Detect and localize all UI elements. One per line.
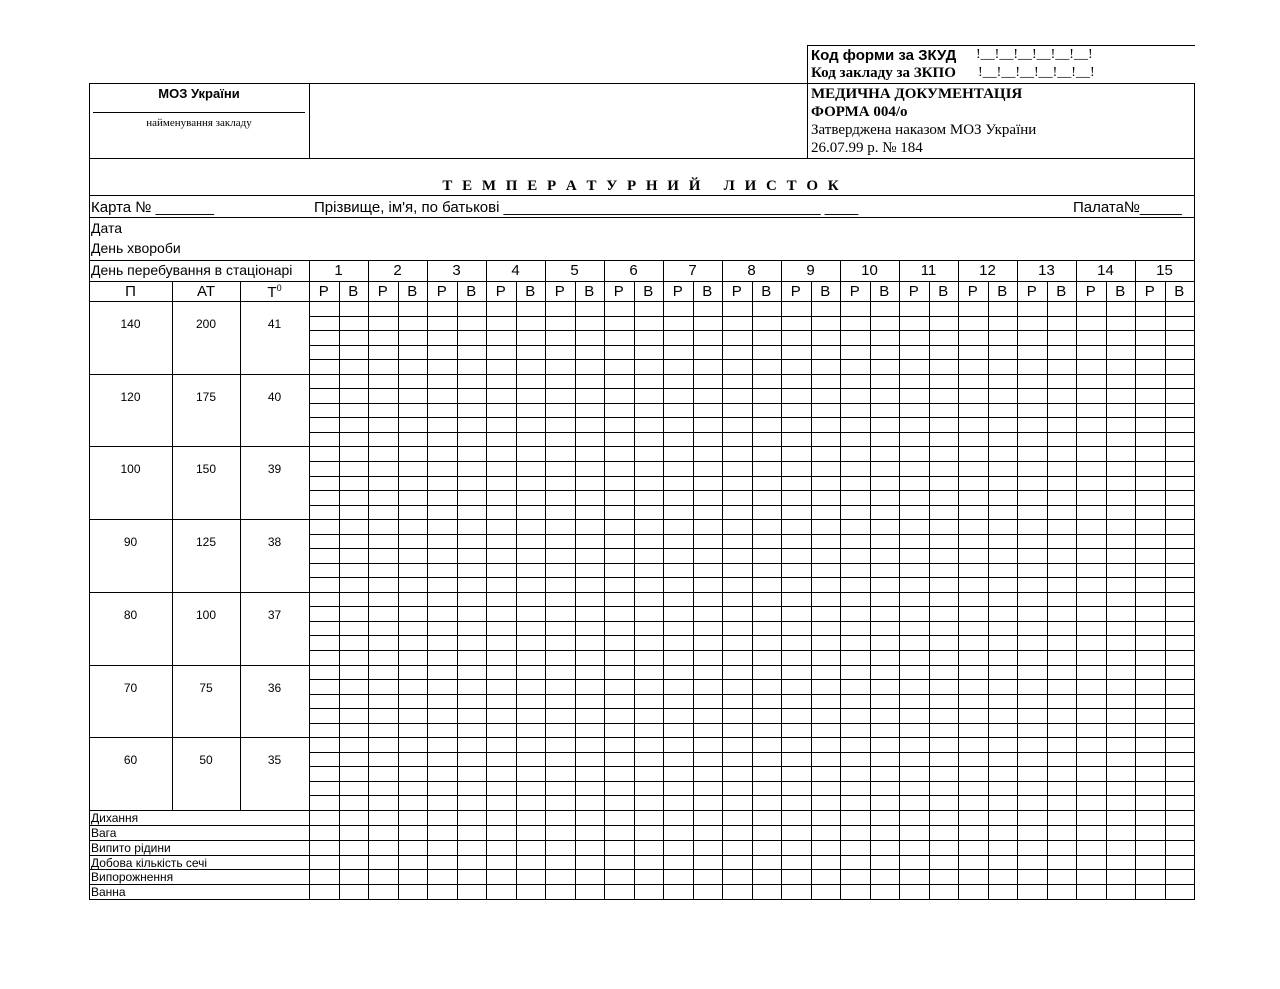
illness-day-label: День хвороби xyxy=(91,240,181,256)
bottom-row-border xyxy=(89,899,1195,900)
day-number: 13 xyxy=(1038,262,1055,279)
pulse-scale-value: 60 xyxy=(123,753,138,768)
grid-subline xyxy=(309,432,1194,433)
bp-scale-value: 175 xyxy=(195,389,217,404)
bottom-row-border xyxy=(89,869,1195,870)
evening-label: В xyxy=(820,283,831,300)
grid-subline xyxy=(309,679,1194,680)
day-number: 3 xyxy=(452,262,461,279)
day-divider xyxy=(604,260,605,899)
evening-label: В xyxy=(348,283,359,300)
day-number: 7 xyxy=(688,262,697,279)
temp-header: $Т^0$ xyxy=(267,283,282,301)
day-number: 5 xyxy=(570,262,579,279)
day-number: 9 xyxy=(806,262,815,279)
bottom-row-label: Випорожнення xyxy=(91,870,174,885)
grid-subline xyxy=(309,606,1194,607)
temp-scale-value: 38 xyxy=(267,535,282,550)
scale-block-border xyxy=(89,665,1195,666)
temp-scale-value: 40 xyxy=(267,389,282,404)
institution-caption: найменування закладу xyxy=(146,117,252,129)
bp-header: АТ xyxy=(197,283,215,300)
evening-label: В xyxy=(1115,283,1126,300)
evening-label: В xyxy=(938,283,949,300)
morning-label: Р xyxy=(436,283,447,300)
ministry-name: МОЗ України xyxy=(158,86,240,101)
day-number: 11 xyxy=(920,262,937,279)
approved-line-1: Затверджена наказом МОЗ України xyxy=(811,122,1037,138)
morning-label: Р xyxy=(377,283,388,300)
bottom-row-border xyxy=(89,855,1195,856)
day-divider xyxy=(722,260,723,899)
grid-subline xyxy=(309,694,1194,695)
morning-label: Р xyxy=(554,283,565,300)
grid-subline xyxy=(309,723,1194,724)
grid-subline xyxy=(309,752,1194,753)
bp-scale-value: 150 xyxy=(195,462,217,477)
evening-label: В xyxy=(997,283,1008,300)
bp-scale-value: 125 xyxy=(195,535,217,550)
approved-line-2: 26.07.99 р. № 184 xyxy=(811,140,923,156)
bottom-row-label: Добова кількість сечі xyxy=(91,855,208,870)
bp-scale-value: 100 xyxy=(195,607,217,622)
pulse-scale-value: 70 xyxy=(123,680,138,695)
stay-row-top-border xyxy=(89,260,1195,261)
stay-day-label: День перебування в стаціонарі xyxy=(91,262,293,278)
grid-subline xyxy=(309,548,1194,549)
morning-label: Р xyxy=(318,283,329,300)
evening-label: В xyxy=(879,283,890,300)
day-number: 14 xyxy=(1097,262,1114,279)
temp-scale-value: 41 xyxy=(267,317,282,331)
zkud-boxes: !__!__!__!__!__!__! xyxy=(976,47,1093,62)
day-divider xyxy=(1076,260,1077,899)
morning-label: Р xyxy=(790,283,801,300)
bottom-row-label: Дихання xyxy=(91,811,139,825)
card-number-label: Карта № _______ xyxy=(91,199,214,216)
grid-subline xyxy=(309,403,1194,404)
grid-subline xyxy=(309,476,1194,477)
day-divider xyxy=(427,260,428,899)
day-divider xyxy=(958,260,959,899)
bottom-row-label: Вага xyxy=(91,825,117,840)
grid-subline xyxy=(309,766,1194,767)
grid-subline xyxy=(309,388,1194,389)
temp-scale-value: 36 xyxy=(267,680,282,695)
day-number: 4 xyxy=(511,262,520,279)
patient-name-label: Прізвище, ім'я, по батькові ______________________________________ ____ xyxy=(314,199,859,216)
bottom-row-label: Випито рідини xyxy=(91,840,171,855)
scale-block-border xyxy=(89,592,1195,593)
med-doc-label: МЕДИЧНА ДОКУМЕНТАЦІЯ xyxy=(811,86,1023,102)
header-row-bottom-border xyxy=(89,301,1195,302)
bp-scale-value: 50 xyxy=(199,753,213,768)
grid-left-divider xyxy=(309,260,310,899)
form-number: ФОРМА 004/о xyxy=(811,104,908,120)
temp-header-degree: 0 xyxy=(276,283,282,293)
day-number: 10 xyxy=(861,262,878,279)
day-divider xyxy=(663,260,664,899)
scale-block-border xyxy=(89,519,1195,520)
evening-label: В xyxy=(1174,283,1185,300)
bottom-row-border xyxy=(89,825,1195,826)
bp-scale-value: 200 xyxy=(195,317,217,331)
day-number: 8 xyxy=(747,262,756,279)
zkud-label: Код форми за ЗКУД xyxy=(811,47,957,64)
temp-scale-value: 39 xyxy=(267,462,282,477)
bottom-row-border xyxy=(89,884,1195,885)
grid-subline xyxy=(309,650,1194,651)
grid-subline xyxy=(309,621,1194,622)
scale-block-border xyxy=(89,374,1195,375)
sheet-title: Т Е М П Е Р А Т У Р Н И Й Л И С Т О К xyxy=(442,178,842,194)
grid-subline xyxy=(309,534,1194,535)
day-number: 6 xyxy=(629,262,638,279)
grid-subline xyxy=(309,359,1194,360)
evening-label: В xyxy=(525,283,536,300)
day-divider xyxy=(486,260,487,899)
ward-label: Палата№_____ xyxy=(1073,199,1182,216)
grid-subline xyxy=(309,635,1194,636)
grid-subline xyxy=(309,795,1194,796)
scale-block-border xyxy=(89,810,1195,811)
morning-label: Р xyxy=(613,283,624,300)
pulse-scale-value: 100 xyxy=(120,462,141,477)
bottom-row-label: Ванна xyxy=(91,885,126,900)
pulse-scale-value: 140 xyxy=(120,317,141,331)
grid-subline xyxy=(309,505,1194,506)
day-divider xyxy=(368,260,369,899)
zkpo-boxes: !__!__!__!__!__!__! xyxy=(978,65,1095,80)
morning-label: Р xyxy=(672,283,683,300)
day-divider xyxy=(899,260,900,899)
grid-subline xyxy=(309,461,1194,462)
morning-label: Р xyxy=(849,283,860,300)
grid-subline xyxy=(309,563,1194,564)
grid-subline xyxy=(309,490,1194,491)
evening-label: В xyxy=(643,283,654,300)
day-number: 15 xyxy=(1156,262,1173,279)
evening-label: В xyxy=(466,283,477,300)
day-divider xyxy=(781,260,782,899)
day-divider xyxy=(840,260,841,899)
morning-label: Р xyxy=(495,283,506,300)
grid-subline xyxy=(309,417,1194,418)
day-number: 12 xyxy=(979,262,996,279)
morning-label: Р xyxy=(731,283,742,300)
bottom-row-border xyxy=(89,840,1195,841)
grid-subline xyxy=(309,316,1194,317)
scale-block-border xyxy=(89,446,1195,447)
temp-scale-value: 37 xyxy=(267,607,282,622)
pulse-scale-value: 120 xyxy=(120,389,141,404)
pulse-scale-value: 80 xyxy=(123,607,138,622)
evening-label: В xyxy=(584,283,595,300)
day-number: 2 xyxy=(393,262,402,279)
evening-label: В xyxy=(407,283,418,300)
bp-scale-value: 75 xyxy=(199,680,213,695)
morning-label: Р xyxy=(1144,283,1155,300)
day-number: 1 xyxy=(334,262,343,279)
grid-subline xyxy=(309,330,1194,331)
stay-row-bottom-border xyxy=(89,281,1195,282)
grid-subline xyxy=(309,577,1194,578)
day-divider xyxy=(545,260,546,899)
day-divider xyxy=(1135,260,1136,899)
grid-subline xyxy=(309,345,1194,346)
zkpo-label: Код закладу за ЗКПО xyxy=(811,65,956,81)
grid-subline xyxy=(309,708,1194,709)
temp-scale-value: 35 xyxy=(267,753,282,768)
day-divider xyxy=(1017,260,1018,899)
pulse-header: П xyxy=(125,283,136,300)
evening-label: В xyxy=(1056,283,1067,300)
grid-subline xyxy=(309,781,1194,782)
scale-block-border xyxy=(89,737,1195,738)
pulse-scale-value: 90 xyxy=(123,535,138,550)
morning-label: Р xyxy=(908,283,919,300)
evening-label: В xyxy=(702,283,713,300)
evening-label: В xyxy=(761,283,772,300)
morning-label: Р xyxy=(1085,283,1096,300)
date-label: Дата xyxy=(91,220,123,236)
morning-label: Р xyxy=(967,283,978,300)
morning-label: Р xyxy=(1026,283,1037,300)
